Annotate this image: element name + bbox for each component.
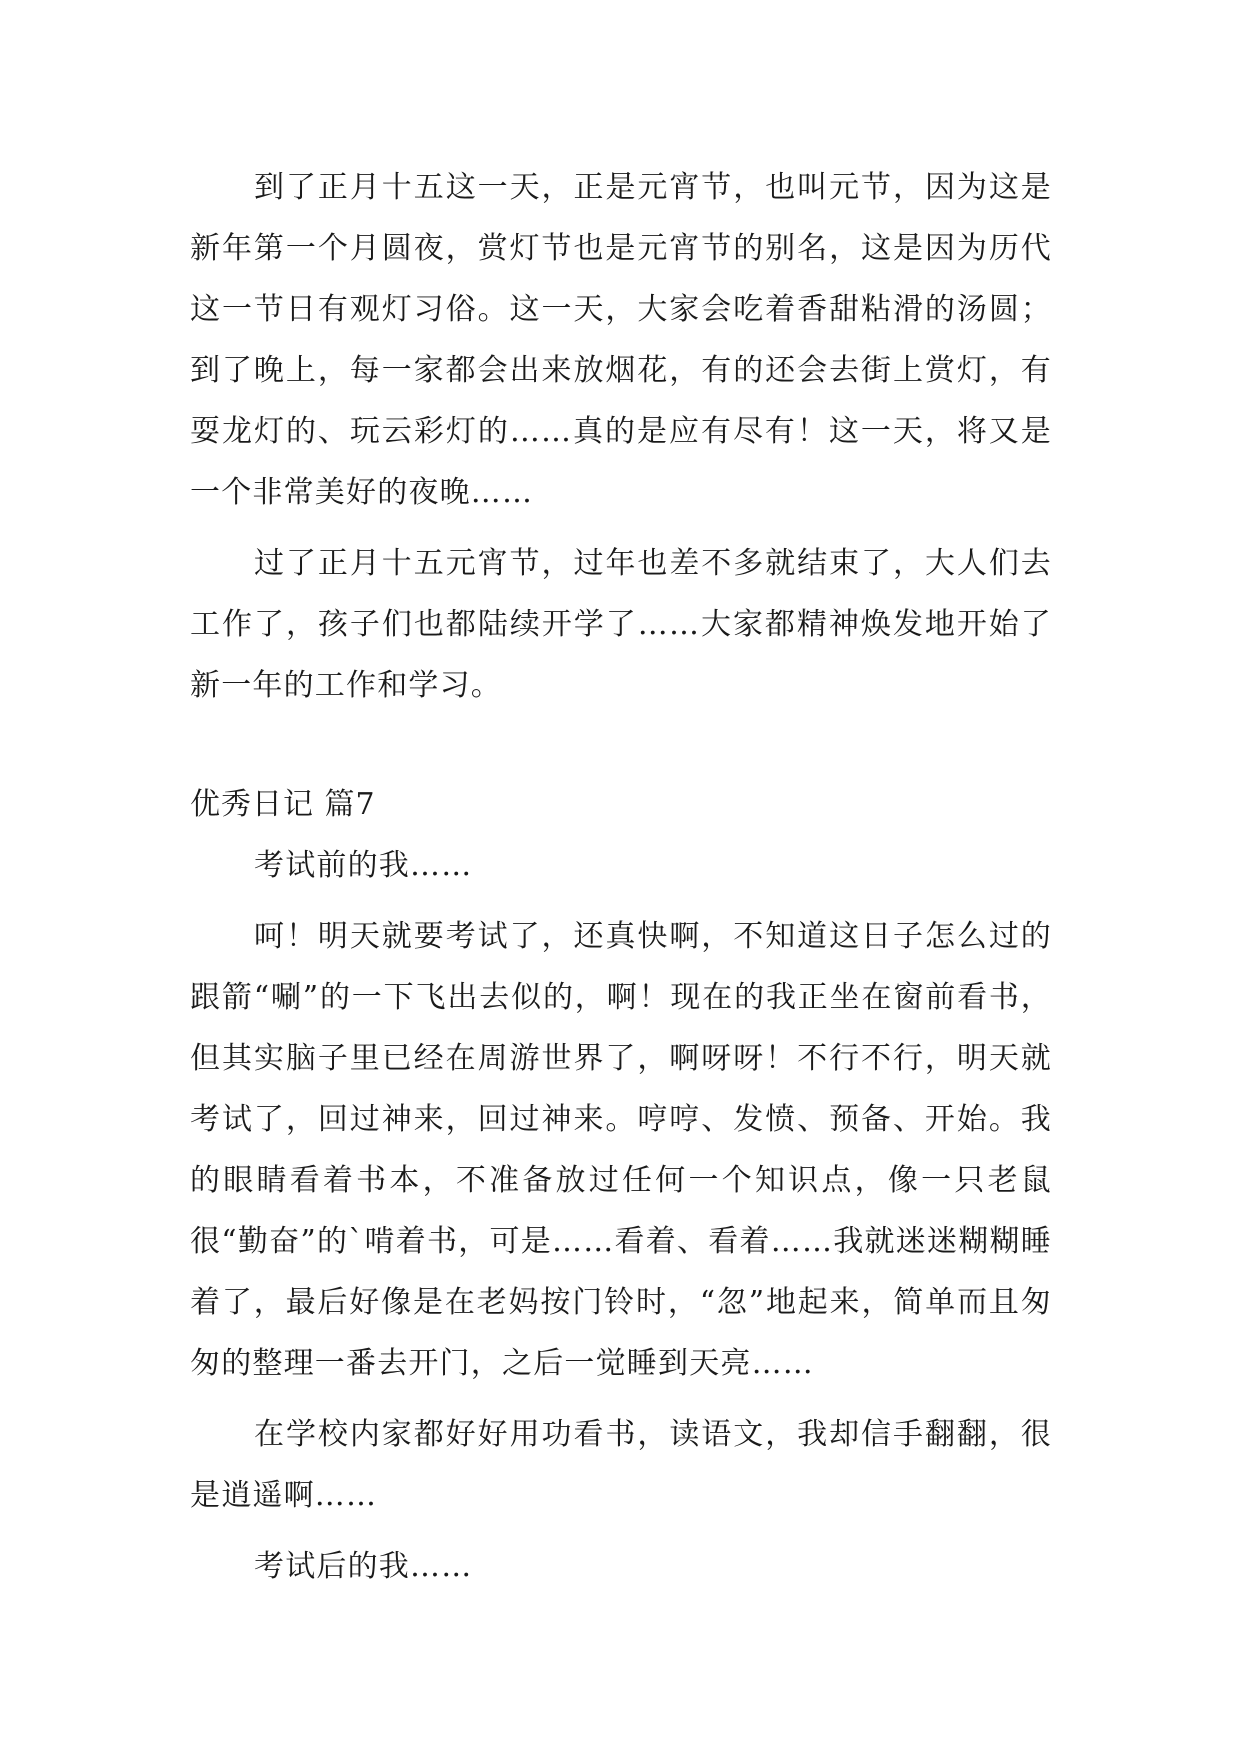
paragraph-lantern-festival: 到了正月十五这一天，正是元宵节，也叫元节，因为这是新年第一个月圆夜，赏灯节也是元宵节的别名，这是因为历代这一节日有观灯习俗。这一天，大家会吃着香甜粘滑的汤圆；到了晚上，每一家都会出来放烟花，有的还会去街上赏灯，有耍龙灯的、玩云彩灯的……真的是应有尽有！这一天，将又是一个非常美好的夜晚……: [190, 170, 1052, 510]
section-heading: 优秀日记 篇7: [190, 787, 376, 822]
paragraph-at-school: 在学校内家都好好用功看书，读语文，我却信手翻翻，很是逍遥啊……: [190, 1417, 1052, 1513]
paragraph-after-festival: 过了正月十五元宵节，过年也差不多就结束了，大人们去工作了，孩子们也都陆续开学了……大家都精神焕发地开始了新一年的工作和学习。: [190, 546, 1052, 703]
paragraph-before-exam-story: 呵！明天就要考试了，还真快啊，不知道这日子怎么过的跟箭“唰”的一下飞出去似的，啊！现在的我正坐在窗前看书，但其实脑子里已经在周游世界了，啊呀呀！不行不行，明天就考试了，回过神来，回过神来。哼哼、发愤、预备、开始。我的眼睛看着书本，不准备放过任何一个知识点，像一只老鼠很“勤奋”的`啃着书，可是……看着、看着……我就迷迷糊糊睡着了，最后好像是在老妈按门铃时，“忽”地起来，简单而且匆匆的整理一番去开门，之后一觉睡到天亮……: [190, 919, 1052, 1381]
paragraph-after-exam-title: 考试后的我……: [254, 1549, 473, 1584]
paragraph-before-exam-title: 考试前的我……: [254, 848, 473, 883]
document-body: [190, 157, 1052, 1597]
